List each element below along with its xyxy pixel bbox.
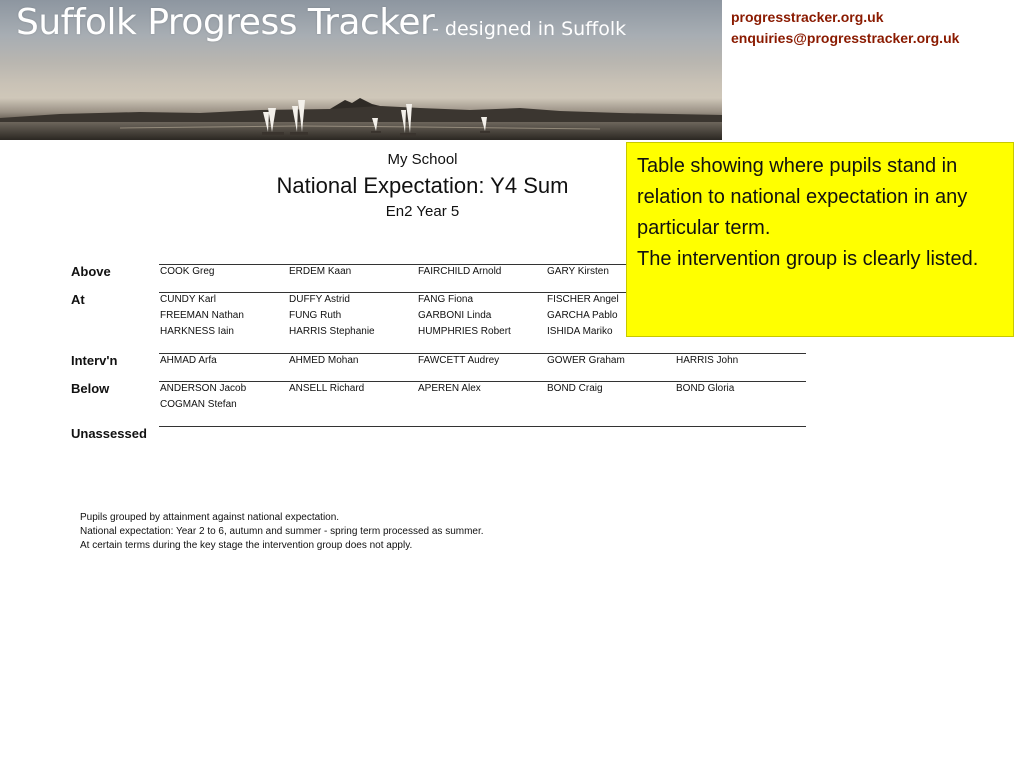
pupil-name: FREEMAN Nathan [160, 310, 244, 321]
group-divider [159, 426, 806, 427]
pupil-name: COGMAN Stefan [160, 399, 237, 410]
group-label-intervention: Interv'n [71, 353, 118, 368]
website-link[interactable]: progresstracker.org.uk [731, 9, 884, 25]
pupil-name: HARKNESS Iain [160, 326, 234, 337]
group-label-above: Above [71, 264, 111, 279]
pupil-name: APEREN Alex [418, 383, 481, 394]
pupil-name: FISCHER Angel [547, 294, 619, 305]
pupil-name: FAWCETT Audrey [418, 355, 500, 366]
pupil-name: CUNDY Karl [160, 294, 216, 305]
pupil-name: FUNG Ruth [289, 310, 342, 321]
note-line: At certain terms during the key stage the intervention group does not apply. [80, 540, 413, 551]
pupil-name: COOK Greg [160, 266, 215, 277]
callout-text: The intervention group is clearly listed. [637, 248, 979, 270]
callout-text: Table showing where pupils stand in relation to national expectation in any particular term. [637, 155, 968, 239]
report-title: National Expectation: Y4 Sum [276, 173, 569, 198]
report-subtitle: En2 Year 5 [385, 203, 460, 220]
pupil-name: ANDERSON Jacob [160, 383, 247, 394]
banner-title: Suffolk Progress Tracker [16, 2, 435, 43]
pupil-name: GOWER Graham [547, 355, 625, 366]
group-divider [159, 353, 806, 354]
pupil-name: HUMPHRIES Robert [418, 326, 511, 337]
pupil-name: ERDEM Kaan [289, 266, 352, 277]
pupil-name: AHMED Mohan [289, 355, 359, 366]
pupil-name: FAIRCHILD Arnold [418, 266, 502, 277]
group-divider [159, 381, 806, 382]
pupil-name: ISHIDA Mariko [547, 326, 613, 337]
email-link[interactable]: enquiries@progresstracker.org.uk [731, 30, 960, 46]
pupil-name: FANG Fiona [418, 294, 474, 305]
pupil-name: AHMAD Arfa [160, 355, 217, 366]
pupil-name: BOND Gloria [676, 383, 735, 394]
note-line: Pupils grouped by attainment against national expectation. [80, 512, 340, 523]
pupil-name: GARBONI Linda [418, 310, 492, 321]
group-label-below: Below [71, 381, 110, 396]
contact-block [731, 7, 959, 49]
banner-subtitle: - designed in Suffolk [432, 18, 627, 40]
pupil-name: HARRIS Stephanie [289, 326, 375, 337]
pupil-name: ANSELL Richard [289, 383, 365, 394]
note-line: National expectation: Year 2 to 6, autumn and summer - spring term processed as summer. [80, 526, 484, 537]
pupil-name: BOND Craig [547, 383, 603, 394]
callout-box [626, 142, 1014, 337]
report-notes [80, 511, 484, 553]
school-name: My School [387, 151, 458, 168]
group-label-unassessed: Unassessed [71, 426, 147, 441]
pupil-name: HARRIS John [676, 355, 739, 366]
pupil-name: GARCHA Pablo [547, 310, 618, 321]
pupil-name: GARY Kirsten [547, 266, 609, 277]
group-label-at: At [71, 292, 85, 307]
header-banner [0, 0, 722, 140]
pupil-name: DUFFY Astrid [289, 294, 350, 305]
